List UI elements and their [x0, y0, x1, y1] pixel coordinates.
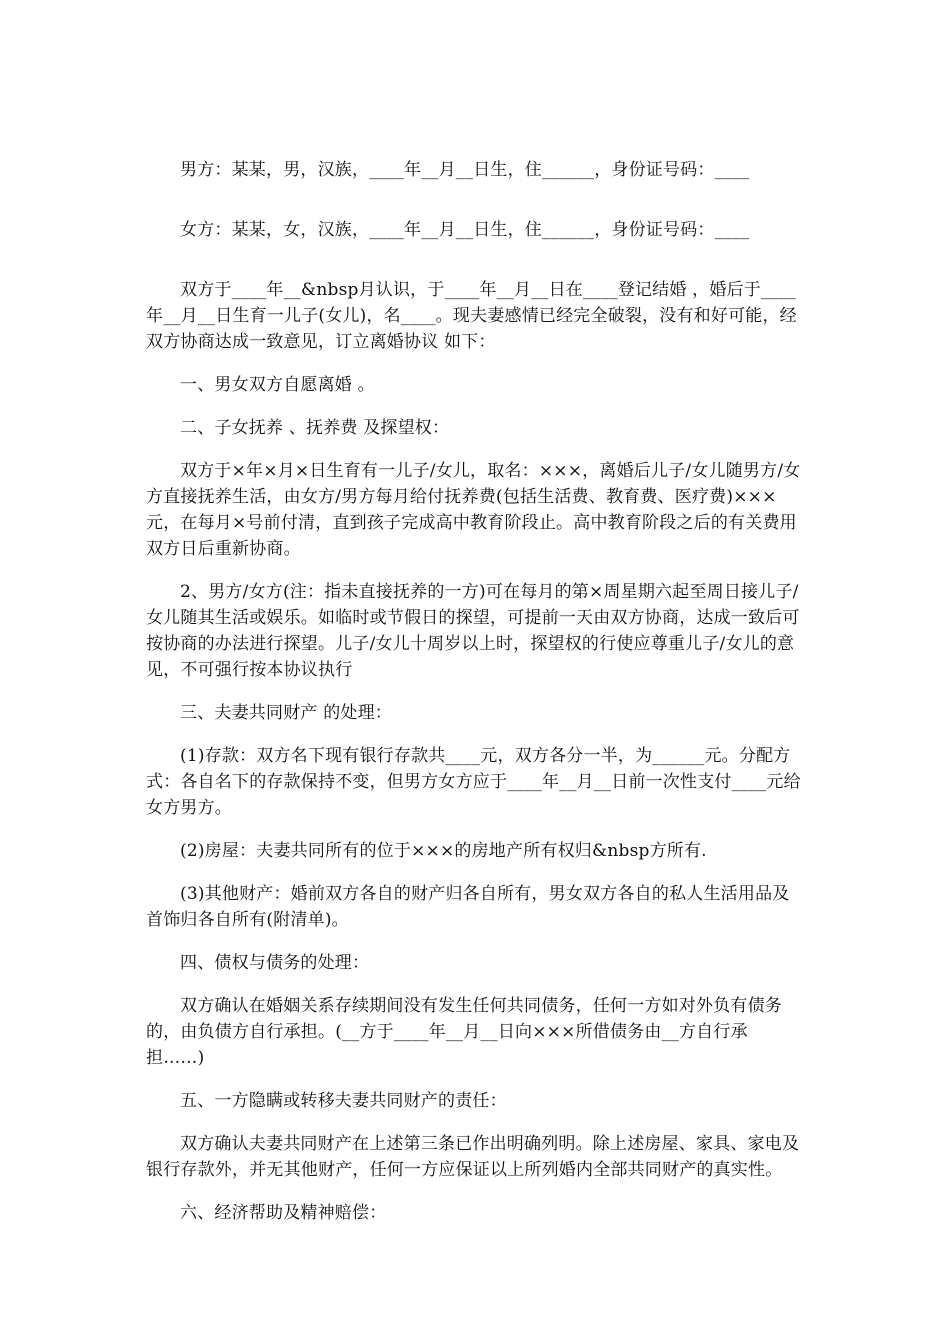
section-heading-5: 五、一方隐瞒或转移夫妻共同财产的责任： [180, 1091, 507, 1111]
paragraph-child-support: 双方于×年×月×日生育有一儿子/女儿，取名：×××，离婚后儿子/女儿随男方/女方直接抚养生活，由女方/男方每月给付抚养费(包括生活费、教育费、医疗费)×××元，在每月×号前付清，直到孩子完成高中教育阶段止。高中教育阶段之后的有关费用双方日后重新协商。 [146, 461, 801, 559]
section-heading-2: 二、子女抚养 、抚养费 及探望权： [180, 418, 450, 438]
paragraph-property-disclosure: 双方确认夫妻共同财产在上述第三条已作出明确列明。除上述房屋、家具、家电及银行存款外，并无其他财产，任何一方应保证以上所列婚内全部共同财产的真实性。 [146, 1134, 800, 1180]
paragraph-savings: (1)存款：双方名下现有银行存款共____元，双方各分一半，为______元。分配方式：各自名下的存款保持不变，但男方女方应于____年__月__日前一次性支付____元给女方男方。 [146, 746, 801, 818]
document-body [146, 157, 806, 1226]
paragraph-male-party: 男方：某某，男，汉族，____年__月__日生，住______，身份证号码：____ [180, 160, 750, 180]
paragraph-house: (2)房屋：夫妻共同所有的位于×××的房地产所有权归&nbsp方所有. [180, 841, 707, 861]
section-heading-3: 三、夫妻共同财产 的处理： [180, 703, 393, 723]
section-heading-6: 六、经济帮助及精神赔偿： [180, 1203, 387, 1223]
paragraph-female-party: 女方：某某，女，汉族，____年__月__日生，住______，身份证号码：____ [180, 220, 750, 240]
paragraph-visitation: 2、男方/女方(注：指未直接抚养的一方)可在每月的第×周星期六起至周日接儿子/女儿随其生活或娱乐。如临时或节假日的探望，可提前一天由双方协商，达成一致后可按协商的办法进行探望。儿子/女儿十周岁以上时，探望权的行使应尊重儿子/女儿的意见，不可强行按本协议执行 [146, 582, 800, 680]
section-heading-1: 一、男女双方自愿离婚 。 [180, 375, 375, 395]
paragraph-other-property: (3)其他财产：婚前双方各自的财产归各自所有，男女双方各自的私人生活用品及首饰归各自所有(附清单)。 [146, 884, 790, 930]
paragraph-debts: 双方确认在婚姻关系存续期间没有发生任何共同债务，任何一方如对外负有债务的，由负债方自行承担。(__方于____年__月__日向×××所借债务由__方自行承担……) [146, 996, 782, 1068]
paragraph-marriage-history: 双方于____年__&nbsp月认识，于____年__月__日在____登记结婚 ，婚后于____年__月__日生育一儿子(女儿)，名____。现夫妻感情已经完全破裂，没有和好可能，经双方协商达成一致意见，订立离婚协议 如下： [146, 280, 797, 352]
section-heading-4: 四、债权与债务的处理： [180, 953, 370, 973]
